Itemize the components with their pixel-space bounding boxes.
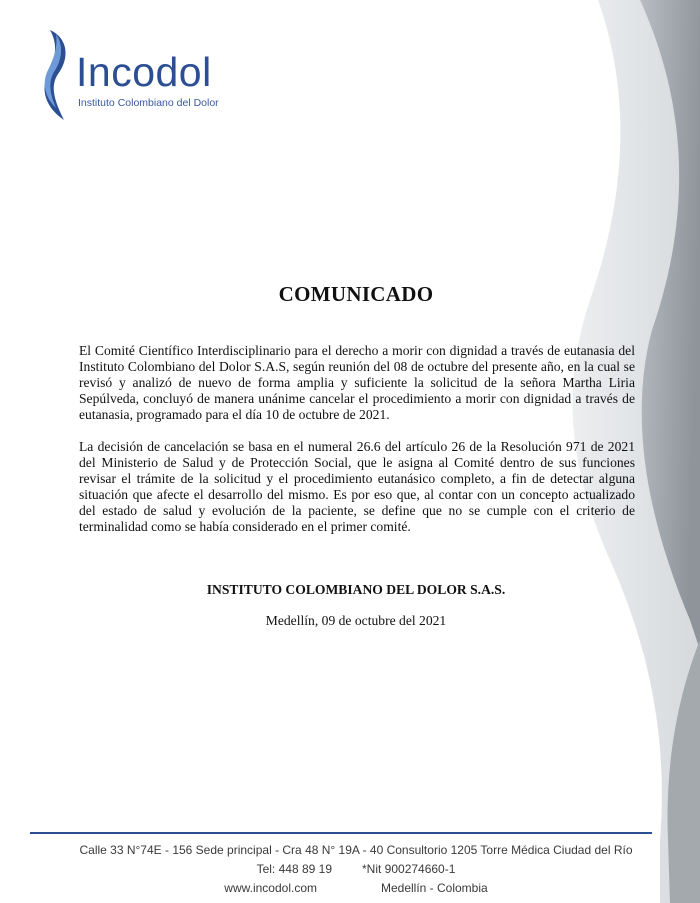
footer-divider <box>30 832 652 834</box>
footer-phone: Tel: 448 89 19 <box>256 862 332 876</box>
body-paragraph: La decisión de cancelación se basa en el numeral 26.6 del artículo 26 de la Resolución 971 de 2021 del Ministerio de Salud y de Protección Social, que le asigna al Comité dentro de sus funciones revisar el trámite de la solicitud y el procedimiento eutanásico completo, a fin de detectar alguna situación que afecte el desarrollo del mismo. Es por eso que, al contar con un concepto actualizado del estado de salud y evolución de la paciente, se define que no se cumple con el criterio de terminalidad como se había considerado en el primer comité. <box>79 439 635 535</box>
logo-wordmark: Incodol <box>76 49 212 95</box>
footer-contact-line <box>0 862 700 876</box>
footer-web-line <box>0 881 700 895</box>
incodol-logo <box>36 28 236 128</box>
logo-mark-icon <box>36 28 76 128</box>
body-paragraph: El Comité Científico Interdisciplinario para el derecho a morir con dignidad a través de eutanasia del Instituto Colombiano del Dolor S.A.S, según reunión del 08 de octubre del presente año, en la cual se revisó y analizó de nuevo de forma amplia y suficiente la solicitud de la señora Martha Liria Sepúlveda, concluyó de manera unánime cancelar el procedimiento a morir con dignidad a través de eutanasia, programado para el día 10 de octubre de 2021. <box>79 343 635 423</box>
footer-nit: *Nit 900274660-1 <box>362 862 456 876</box>
signature-institution: INSTITUTO COLOMBIANO DEL DOLOR S.A.S. <box>206 582 506 597</box>
city-date: Medellín, 09 de octubre del 2021 <box>265 613 447 628</box>
logo-tagline: Instituto Colombiano del Dolor <box>78 97 219 109</box>
footer-website[interactable]: www.incodol.com <box>224 881 317 895</box>
footer-address: Calle 33 N°74E - 156 Sede principal - Cra 48 N° 19A - 40 Consultorio 1205 Torre Médica Ciudad del Río <box>79 843 633 857</box>
footer-location: Medellín - Colombia <box>380 881 488 895</box>
document-title: COMUNICADO <box>278 282 434 306</box>
